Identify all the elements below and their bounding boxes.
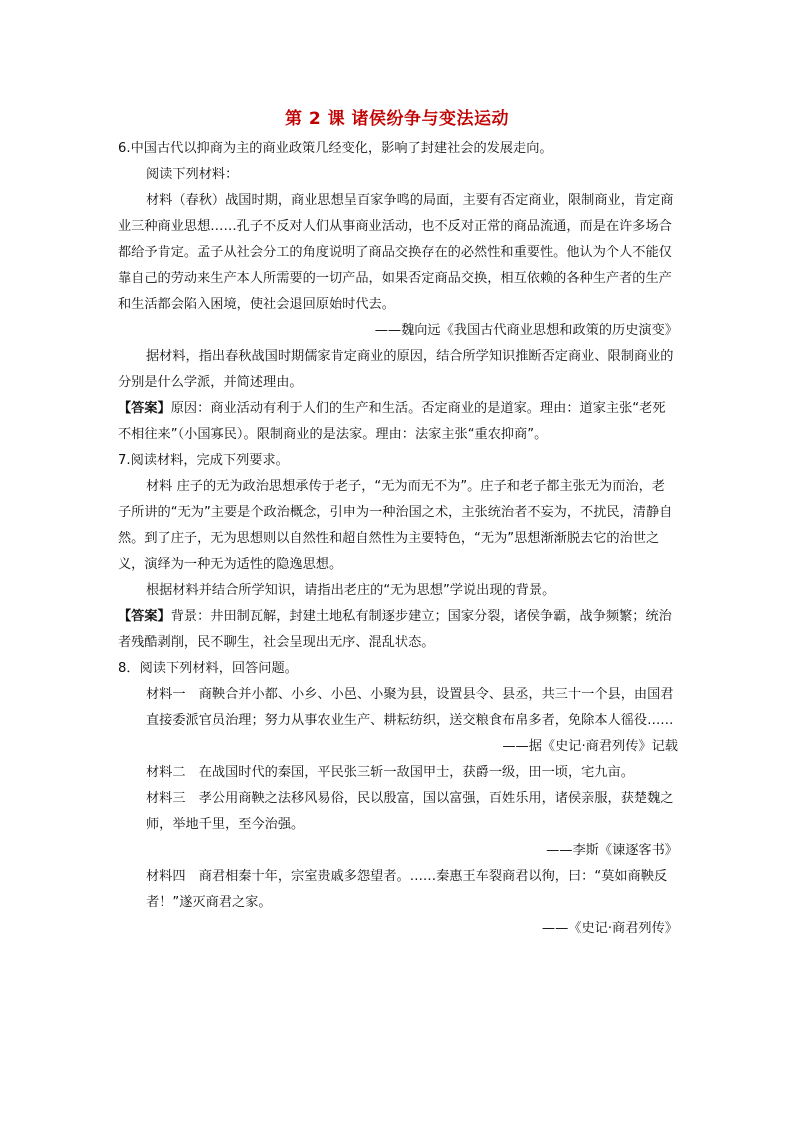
- q8-material-4-source: ——《史记·商君列传》: [541, 921, 678, 936]
- page-title: 第 2 课 诸侯纷争与变法运动: [284, 109, 510, 129]
- q8-stem: 8．阅读下列材料，回答问题。: [118, 661, 298, 676]
- q7-question: 根据材料并结合所学知识，请指出老庄的“无为思想”学说出现的背景。: [146, 583, 556, 598]
- q7-answer-text: 背景：井田制瓦解，封建土地私有制逐步建立；国家分裂，诸侯争霸，战争频繁；统治者残酷剥削，民不聊生，社会呈现出无序、混乱状态。: [118, 609, 672, 650]
- q8-material-1-source: ——据《史记·商君列传》记载: [502, 739, 678, 754]
- q6-answer-text: 原因：商业活动有利于人们的生产和生活。否定商业的是道家。理由：道家主张“老死不相往来”（小国寡民）。限制商业的是法家。理由：法家主张“重农抑商”。: [118, 401, 666, 442]
- q6-answer: [118, 396, 678, 448]
- q8-material-3-source: ——李斯《谏逐客书》: [546, 843, 678, 858]
- q7-material: 材料 庄子的无为政治思想承传于老子，“无为而无不为”。庄子和老子都主张无为而治，老子所讲的“无为”主要是个政治概念，引申为一种治国之术，主张统治者不妄为，不扰民，清静自然。到了庄子，无为思想则以自然性和超自然性为主要特色，“无为”思想渐渐脱去它的治世之义，演绎为一种无为适性的隐逸思想。: [118, 479, 673, 572]
- answer-label: 【答案】: [118, 401, 171, 416]
- q6-material: 材料（春秋）战国时期，商业思想呈百家争鸣的局面，主要有否定商业，限制商业，肯定商业三种商业思想……孔子不反对人们从事商业活动，也不反对正常的商品流通，而是在许多场合都给予肯定。孟子从社会分工的角度说明了商品交换存在的必然性和重要性。他认为个人不能仅靠自己的劳动来生产本人所需要的一切产品，如果否定商品交换，相互依赖的各种生产者的生产和生活都会陷入困境，使社会退回原始时代去。: [118, 193, 674, 312]
- document-body: [118, 136, 678, 942]
- q7-stem: 7.阅读材料，完成下列要求。: [118, 453, 289, 468]
- q8-material-2: 材料二 在战国时代的秦国，平民张三斩一敌国甲士，获爵一级，田一顷，宅九亩。: [146, 765, 634, 780]
- q8-material-1: 材料一 商鞅合并小都、小乡、小邑、小聚为县，设置县令、县丞，共三十一个县，由国君直接委派官员治理；努力从事农业生产、耕耘纺织，送交粮食布帛多者，免除本人徭役……: [146, 687, 674, 728]
- q6-source: ——魏向远《我国古代商业思想和政策的历史演变》: [374, 323, 678, 338]
- q8-material-3: 材料三 孝公用商鞅之法移风易俗，民以殷富，国以富强，百姓乐用，诸侯亲服，获楚魏之师，举地千里，至今治强。: [146, 791, 674, 832]
- q8-material-4: 材料四 商君相秦十年，宗室贵戚多怨望者。……秦惠王车裂商君以徇，曰：“莫如商鞅反者！”遂灭商君之家。: [146, 869, 668, 910]
- q7-answer: [118, 604, 678, 656]
- q6-stem: 6.中国古代以抑商为主的商业政策几经变化，影响了封建社会的发展走向。: [118, 141, 553, 156]
- q6-read: 阅读下列材料：: [146, 167, 239, 182]
- answer-label: 【答案】: [118, 609, 171, 624]
- q6-question: 据材料，指出春秋战国时期儒家肯定商业的原因，结合所学知识推断否定商业、限制商业的分别是什么学派，并简述理由。: [118, 349, 674, 390]
